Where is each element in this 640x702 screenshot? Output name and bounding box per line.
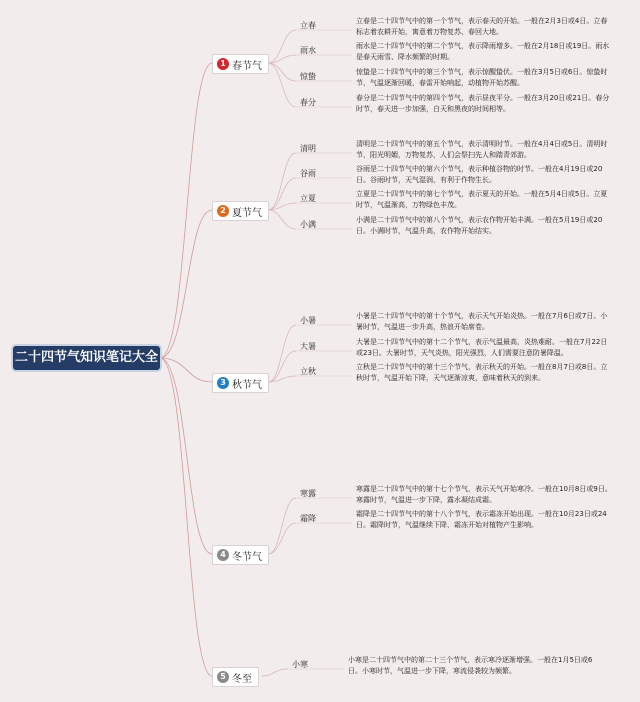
branch-to-terms <box>262 30 296 676</box>
root-node[interactable]: 二十四节气知识笔记大全 <box>13 346 160 370</box>
branch-label: 冬至 <box>232 673 252 685</box>
term-label[interactable]: 春分 <box>300 98 316 107</box>
term-description: 惊蛰是二十四节气中的第三个节气，表示惊醒蛰伏。一般在3月5日或6日。惊蛰时节，气温逐渐回暖，春雷开始响起，动植物开始苏醒。 <box>356 68 608 87</box>
branch-label: 夏节气 <box>232 207 262 219</box>
root-to-branches <box>160 63 212 676</box>
branch-spring[interactable] <box>212 54 269 74</box>
number-badge: 2 <box>217 205 229 217</box>
term-label[interactable]: 小暑 <box>300 316 316 325</box>
term-label[interactable]: 小寒 <box>292 660 308 669</box>
term-label[interactable]: 小满 <box>300 220 316 229</box>
number-badge: 5 <box>217 671 229 683</box>
term-description: 谷雨是二十四节气中的第六个节气，表示种植谷物的时节。一般在4月19日或20日。谷雨时节，天气湿润，有利于作物生长。 <box>356 165 603 184</box>
term-label[interactable]: 立春 <box>300 21 316 30</box>
term-label[interactable]: 惊蛰 <box>300 72 316 81</box>
branch-winter[interactable] <box>212 545 269 565</box>
term-description: 春分是二十四节气中的第四个节气，表示昼夜平分。一般在3月20日或21日。春分时节，春天进一步加强，白天和黑夜的时间相等。 <box>356 94 610 113</box>
term-label[interactable]: 雨水 <box>300 46 316 55</box>
term-description: 小暑是二十四节气中的第十个节气，表示天气开始炎热。一般在7月6日或7日。小暑时节，气温进一步升高，热浪开始席卷。 <box>356 312 608 331</box>
term-label[interactable]: 大暑 <box>300 342 316 351</box>
branch-label: 秋节气 <box>232 379 262 391</box>
branch-label: 春节气 <box>232 60 262 72</box>
term-label[interactable]: 寒露 <box>300 489 316 498</box>
term-description: 立夏是二十四节气中的第七个节气，表示夏天的开始。一般在5月4日或5日。立夏时节，气温渐高，万物绿色丰茂。 <box>356 190 608 209</box>
number-badge: 4 <box>217 549 229 561</box>
branch-summer[interactable] <box>212 201 269 221</box>
number-badge: 3 <box>217 377 229 389</box>
term-description: 立秋是二十四节气中的第十三个节气，表示秋天的开始。一般在8月7日或8日。立秋时节，气温开始下降，天气逐渐凉爽，意味着秋天的到来。 <box>356 363 608 382</box>
term-description: 雨水是二十四节气中的第二个节气，表示降雨增多。一般在2月18日或19日。雨水是春天雨雪、降水频繁的时期。 <box>356 42 610 61</box>
branch-winter-solstice[interactable] <box>212 667 259 687</box>
term-description: 小寒是二十四节气中的第二十三个节气，表示寒冷逐渐增强。一般在1月5日或6日。小寒时节，气温进一步下降，寒流侵袭较为频繁。 <box>348 656 593 675</box>
term-underlines <box>288 30 352 669</box>
number-badge: 1 <box>217 58 229 70</box>
term-label[interactable]: 谷雨 <box>300 169 316 178</box>
branch-autumn[interactable] <box>212 373 269 393</box>
term-description: 清明是二十四节气中的第五个节气，表示清明时节。一般在4月4日或5日。清明时节，阳光明媚，万物复苏，人们会祭扫先人和踏青郊游。 <box>356 140 608 159</box>
term-label[interactable]: 立秋 <box>300 367 316 376</box>
branch-label: 冬节气 <box>232 551 262 563</box>
term-label[interactable]: 霜降 <box>300 514 316 523</box>
term-description: 寒露是二十四节气中的第十七个节气，表示天气开始寒冷。一般在10月8日或9日。寒露时节，气温进一步下降，露水凝结成霜。 <box>356 485 612 504</box>
term-description: 大暑是二十四节气中的第十二个节气，表示气温最高，炎热难耐。一般在7月22日或23日。大暑时节，天气炎热，阳光强烈，人们需要注意防暑降温。 <box>356 338 608 357</box>
term-description: 立春是二十四节气中的第一个节气，表示春天的开始。一般在2月3日或4日。立春标志着农耕开始，寓意着万物复苏、春回大地。 <box>356 17 608 36</box>
term-description: 霜降是二十四节气中的第十八个节气，表示霜冻开始出现。一般在10月23日或24日。霜降时节，气温继续下降，霜冻开始对植物产生影响。 <box>356 510 607 529</box>
term-label[interactable]: 清明 <box>300 144 316 153</box>
term-label[interactable]: 立夏 <box>300 194 316 203</box>
term-description: 小满是二十四节气中的第八个节气，表示农作物开始丰满。一般在5月19日或20日。小满时节，气温升高，农作物开始结实。 <box>356 216 603 235</box>
